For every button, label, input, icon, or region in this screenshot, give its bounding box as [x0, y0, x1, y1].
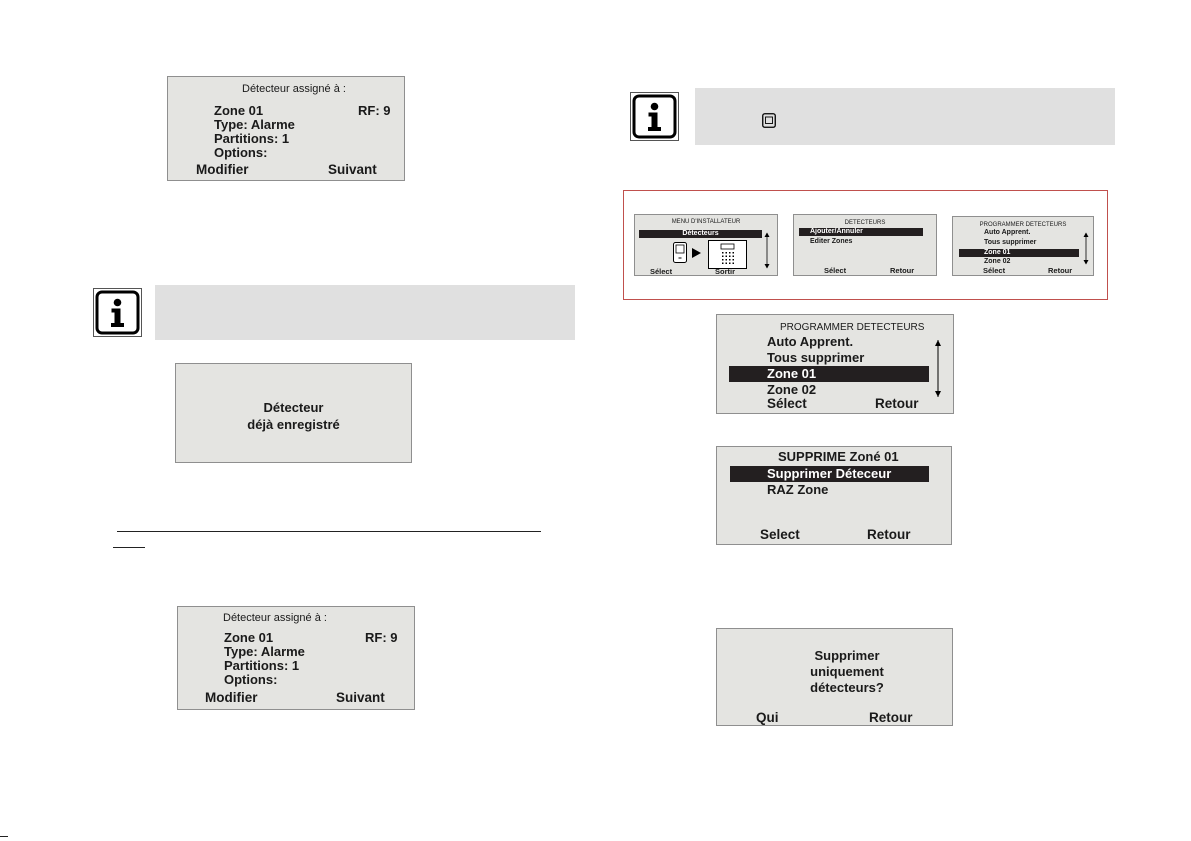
options-label: Options:	[214, 145, 268, 160]
up-down-arrow-icon	[764, 232, 770, 269]
menu-item: Tous supprimer	[767, 350, 865, 365]
screen-title: SUPPRIME Zoné 01	[778, 449, 899, 464]
detector-icon	[673, 242, 687, 263]
page-edge-mark	[0, 836, 8, 837]
up-down-arrow-icon	[934, 339, 942, 398]
prompt-line-2: uniquement	[810, 664, 884, 679]
softkey-left-label: Sélect	[767, 396, 807, 411]
menu-item: Supprimer Déteceur	[730, 466, 929, 482]
control-panel-icon	[708, 240, 747, 269]
rf-label: RF: 9	[358, 103, 391, 118]
lcd-screen-delete-zone	[716, 446, 952, 545]
options-label: Options:	[224, 672, 278, 687]
lcd-screen-detector-assigned-top	[167, 76, 405, 181]
softkey-left-label: Sélect	[983, 266, 1006, 275]
screen-title: Détecteur assigné à :	[242, 83, 346, 95]
menu-item: Zone 01	[959, 249, 1079, 257]
message-line-1: Détecteur	[263, 400, 324, 415]
zone-label: Zone 01	[224, 630, 274, 645]
softkey-left-label: Modifier	[196, 162, 249, 177]
softkey-right-label: Sortir	[715, 267, 736, 276]
arrow-right-icon	[692, 248, 701, 258]
partitions-label: Partitions: 1	[224, 658, 300, 673]
up-down-arrow-icon	[1083, 232, 1089, 265]
underline-rule-short	[113, 547, 145, 548]
softkey-left-label: Sélect	[650, 267, 673, 276]
key-button-icon	[762, 113, 776, 128]
softkey-right-label: Suivant	[328, 162, 377, 177]
menu-item: Zone 01	[729, 366, 929, 382]
lcd-screen-detector-assigned-bottom	[177, 606, 415, 710]
mini-lcd-detectors-menu	[793, 214, 937, 276]
screen-title: DETECTEURS	[844, 220, 886, 226]
zone-label: Zone 01	[214, 103, 264, 118]
softkey-left-label: Sélect	[824, 266, 847, 275]
info-icon	[630, 92, 679, 141]
info-note-bar	[155, 285, 575, 340]
info-note-bar	[695, 88, 1115, 145]
mini-lcd-installer-menu	[634, 214, 778, 276]
underline-rule-long	[117, 531, 541, 532]
type-label: Type: Alarme	[224, 644, 305, 659]
screen-title: MENU D'INSTALLATEUR	[671, 219, 741, 225]
menu-item: Tous supprimer	[984, 239, 1037, 246]
prompt-line-3: détecteurs?	[810, 680, 884, 695]
lcd-screen-program-detectors	[716, 314, 954, 414]
mini-lcd-program-detectors	[952, 216, 1094, 276]
softkey-right-label: Retour	[890, 266, 915, 275]
softkey-right-label: Suivant	[336, 690, 385, 705]
partitions-label: Partitions: 1	[214, 131, 290, 146]
menu-item: Détecteurs	[639, 230, 762, 238]
lcd-screen-confirm-delete	[716, 628, 953, 726]
menu-item: RAZ Zone	[767, 482, 829, 497]
screen-title: PROGRAMMER DETECTEURS	[979, 222, 1067, 228]
message-line-2: déjà enregistré	[247, 417, 340, 432]
screen-title: Détecteur assigné à :	[223, 612, 327, 624]
menu-item: Auto Apprent.	[767, 334, 854, 349]
menu-item: Zone 02	[984, 258, 1011, 265]
softkey-right-label: Retour	[867, 527, 911, 542]
softkey-right-label: Retour	[1048, 266, 1073, 275]
rf-label: RF: 9	[365, 630, 398, 645]
softkey-left-label: Select	[760, 527, 800, 542]
type-label: Type: Alarme	[214, 117, 295, 132]
navigation-sequence-frame	[623, 190, 1108, 300]
softkey-left-label: Modifier	[205, 690, 258, 705]
menu-item: Auto Apprent.	[984, 229, 1031, 236]
menu-item: Ajouter/Annuler	[799, 228, 923, 236]
info-icon	[93, 288, 142, 337]
menu-item: Editer Zones	[810, 238, 853, 245]
lcd-screen-already-registered	[175, 363, 412, 463]
menu-item: Zone 02	[767, 382, 817, 397]
softkey-left-label: Qui	[756, 710, 779, 725]
softkey-right-label: Retour	[869, 710, 913, 725]
prompt-line-1: Supprimer	[814, 648, 880, 663]
screen-title: PROGRAMMER DETECTEURS	[780, 322, 925, 333]
softkey-right-label: Retour	[875, 396, 919, 411]
